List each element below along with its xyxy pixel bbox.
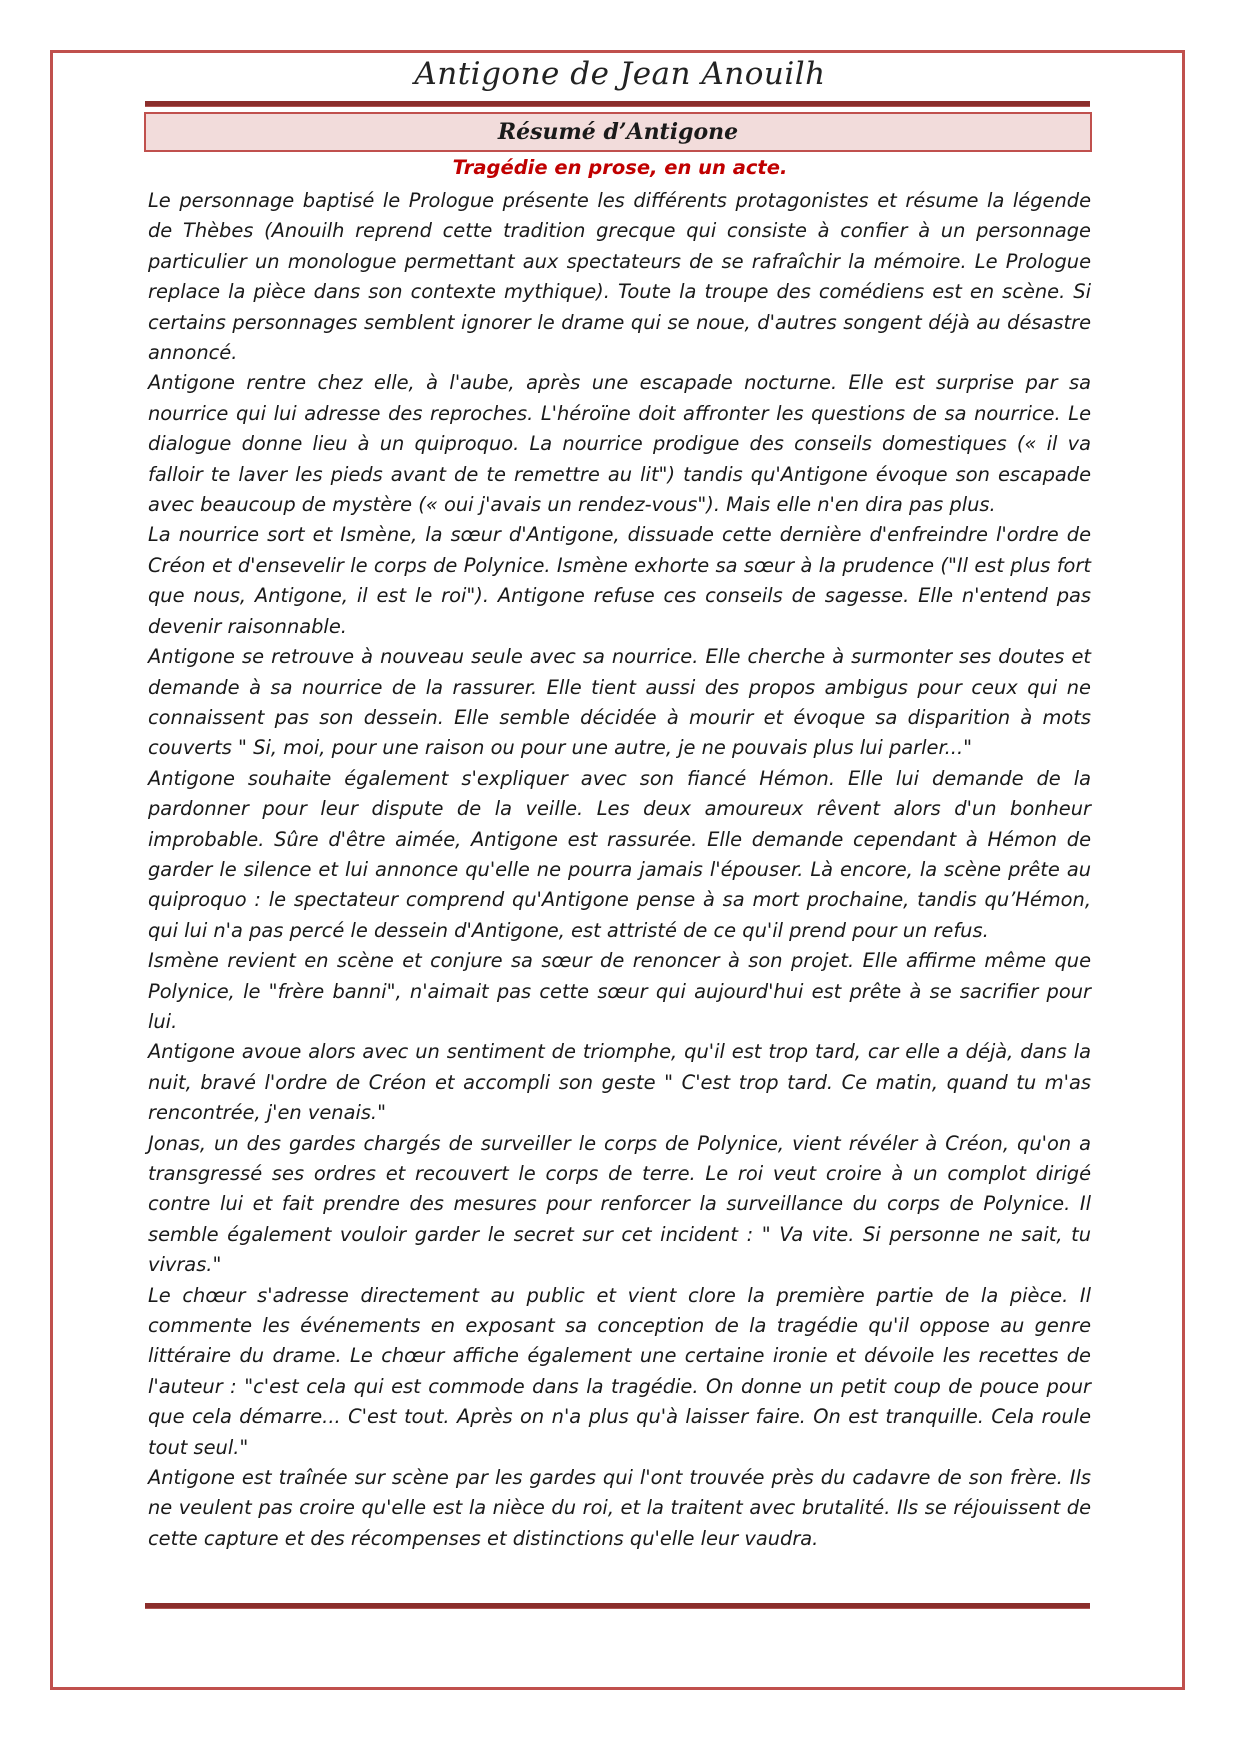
paragraph-gardes: Antigone est traînée sur scène par les gardes qui l'ont trouvée près du cadavre de son frère. Ils ne veulent pas croire qu'elle est la nièce du roi, et la traitent avec brutalité. Ils se réjouissent de cette capture et des récompenses et distinctions qu'elle leur vaudra. [148, 1466, 1091, 1550]
paragraph-ismene: La nourrice sort et Ismène, la sœur d'Antigone, dissuade cette dernière d'enfreindre l'ordre de Créon et d'ensevelir le corps de Polynice. Ismène exhorte sa sœur à la prudence ("Il est plus fort que nous, Antigone, il est le roi"). Antigone refuse ces conseils de sagesse. Elle n'entend pas devenir raisonnable. [148, 523, 1091, 638]
summary-body [148, 186, 1091, 1554]
paragraph-ismene-2: Ismène revient en scène et conjure sa sœur de renoncer à son projet. Elle affirme même que Polynice, le "frère banni", n'aimait pas cette sœur qui aujourd'hui est prête à se sacrifier pour lui. [148, 949, 1091, 1033]
document-title: Antigone de Jean Anouilh [414, 56, 826, 92]
section-heading-box [144, 112, 1092, 152]
footer-divider [145, 1603, 1090, 1609]
section-subtitle: Tragédie en prose, en un acte. [452, 156, 788, 179]
paragraph-choeur: Le chœur s'adresse directement au public et vient clore la première partie de la pièce. Il commente les événements en exposant sa conception de la tragédie qu'il oppose au genre littéraire du drame. Le chœur affiche également une certaine ironie et dévoile les recettes de l'auteur : "c'est cela qui est commode dans la tragédie. On donne un petit coup de pouce pour que cela démarre... C'est tout. Après on n'a plus qu'à laisser faire. On est tranquille. Cela roule tout seul." [148, 1283, 1091, 1459]
title-divider [145, 101, 1090, 107]
paragraph-nourrice-2: Antigone se retrouve à nouveau seule avec sa nourrice. Elle cherche à surmonter ses doutes et demande à sa nourrice de la rassurer. Elle tient aussi des propos ambigus pour ceux qui ne connaissent pas son dessein. Elle semble décidée à mourir et évoque sa disparition à mots couverts " Si, moi, pour une raison ou pour une autre, je ne pouvais plus lui parler..." [148, 645, 1091, 760]
paragraph-aveu: Antigone avoue alors avec un sentiment de triomphe, qu'il est trop tard, car elle a déjà, dans la nuit, bravé l'ordre de Créon et accompli son geste " C'est trop tard. Ce matin, quand tu m'as rencontrée, j'en venais." [148, 1040, 1091, 1125]
section-heading: Résumé d’Antigone [497, 119, 739, 145]
paragraph-prologue: Le personnage baptisé le Prologue présente les différents protagonistes et résume la légende de Thèbes (Anouilh reprend cette tradition grecque qui consiste à confier à un personnage particulier un monologue permettant aux spectateurs de se rafraîchir la mémoire. Le Prologue replace la pièce dans son contexte mythique). Toute la troupe des comédiens est en scène. Si certains personnages semblent ignorer le drame qui se noue, d'autres songent déjà au désastre annoncé. [148, 189, 1091, 365]
paragraph-nourrice: Antigone rentre chez elle, à l'aube, après une escapade nocturne. Elle est surprise par sa nourrice qui lui adresse des reproches. L'héroïne doit affronter les questions de sa nourrice. Le dialogue donne lieu à un quiproquo. La nourrice prodigue des conseils domestiques (« il va falloir te laver les pieds avant de te remettre au lit") tandis qu'Antigone évoque son escapade avec beaucoup de mystère (« oui j'avais un rendez-vous"). Mais elle n'en dira pas plus. [148, 371, 1091, 517]
paragraph-jonas: Jonas, un des gardes chargés de surveiller le corps de Polynice, vient révéler à Créon, qu'on a transgressé ses ordres et recouvert le corps de terre. Le roi veut croire à un complot dirigé contre lui et fait prendre des mesures pour renforcer la surveillance du corps de Polynice. Il semble également vouloir garder le secret sur cet incident : " Va vite. Si personne ne sait, tu vivras." [148, 1131, 1091, 1277]
paragraph-hemon: Antigone souhaite également s'expliquer avec son fiancé Hémon. Elle lui demande de la pardonner pour leur dispute de la veille. Les deux amoureux rêvent alors d'un bonheur improbable. Sûre d'être aimée, Antigone est rassurée. Elle demande cependant à Hémon de garder le silence et lui annonce qu'elle ne pourra jamais l'épouser. Là encore, la scène prête au quiproquo : le spectateur comprend qu'Antigone pense à sa mort prochaine, tandis qu’Hémon, qui lui n'a pas percé le dessein d'Antigone, est attristé de ce qu'il prend pour un refus. [148, 766, 1091, 942]
